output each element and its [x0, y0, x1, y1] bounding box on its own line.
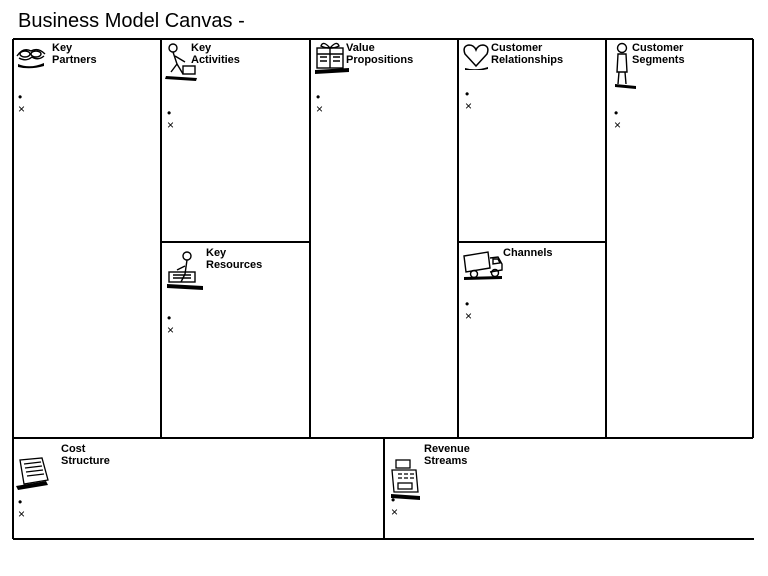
- bullet-dot: •: [18, 495, 23, 509]
- bullet-dot: •: [465, 297, 470, 311]
- block-label-key-resources: Key Resources: [206, 247, 263, 271]
- block-label-key-partners: Key Partners: [52, 42, 97, 66]
- block-bullet-channels[interactable]: •×: [465, 298, 475, 322]
- block-label-customer-relationships: [491, 42, 563, 66]
- bullet-dot: •: [391, 493, 396, 507]
- worker-cart-icon: [163, 250, 207, 294]
- block-label-key-activities: Key Activities: [191, 42, 240, 66]
- bullet-dot: •: [316, 90, 321, 104]
- block-bullet-cost-structure[interactable]: •×: [18, 496, 28, 520]
- block-bullet-key-resources[interactable]: •×: [167, 312, 177, 336]
- block-bullet-key-partners[interactable]: •×: [18, 91, 28, 115]
- bullet-dot: •: [614, 106, 619, 120]
- truck-icon: [462, 248, 504, 282]
- label-line: Customer: [491, 42, 543, 54]
- block-label-cost-structure: Cost Structure: [61, 443, 110, 467]
- label-line: Relationships: [491, 54, 564, 66]
- receipt-icon: [14, 456, 52, 492]
- block-bullet-key-activities[interactable]: •×: [167, 107, 177, 131]
- handshake-icon: [14, 42, 48, 70]
- block-label-channels: Channels: [503, 247, 553, 259]
- block-label-value-propositions: Value Propositions: [346, 42, 414, 66]
- bullet-dot: •: [18, 90, 23, 104]
- bullet-dot: •: [465, 87, 470, 101]
- bullet-dot: •: [167, 311, 172, 325]
- canvas-grid: [12, 38, 754, 540]
- heart-icon: [462, 42, 490, 70]
- page-title: Business Model Canvas -: [18, 10, 245, 32]
- block-label-revenue-streams: Revenue Streams: [424, 443, 470, 467]
- block-bullet-value-propositions[interactable]: •×: [316, 91, 326, 115]
- bullet-dot: •: [167, 106, 172, 120]
- block-bullet-customer-segments[interactable]: •×: [614, 107, 624, 131]
- block-label-customer-segments: Customer Segments: [632, 42, 685, 66]
- block-bullet-customer-relationships[interactable]: •×: [465, 88, 475, 112]
- block-bullet-revenue-streams[interactable]: •×: [391, 494, 401, 518]
